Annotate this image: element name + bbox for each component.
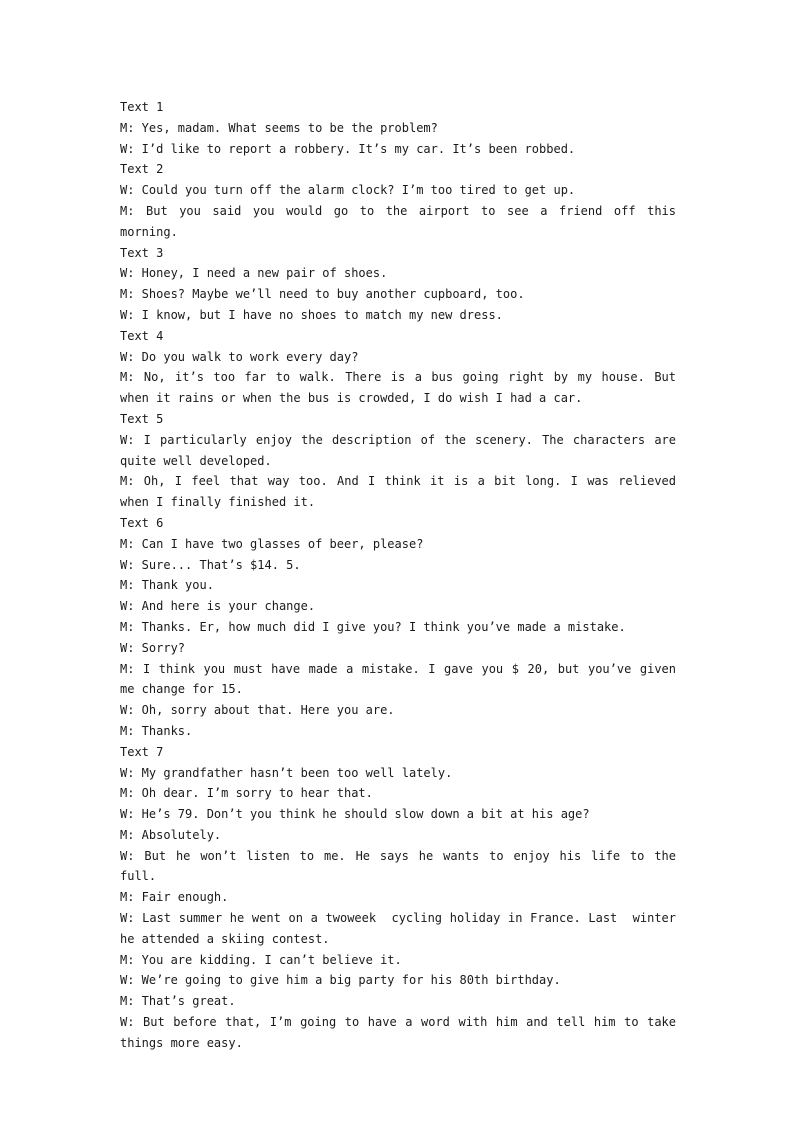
dialogue-line: M: That’s great. — [120, 994, 236, 1009]
dialogue-line: W: But before that, I’m going to have a word with him and tell him to take things more easy. — [120, 1015, 684, 1050]
dialogue-line: M: Thanks. — [120, 723, 193, 738]
section-heading: Text 6 — [120, 515, 164, 530]
section-heading: Text 1 — [120, 100, 164, 114]
dialogue-line: W: Do you walk to work every day? — [120, 349, 359, 364]
dialogue-line: M: Can I have two glasses of beer, please? — [120, 536, 424, 551]
section-heading: Text 5 — [120, 411, 164, 426]
dialogue-line: M: Thanks. Er, how much did I give you? I think you’ve made a mistake. — [120, 619, 626, 634]
dialogue-line: W: My grandfather hasn’t been too well lately. — [120, 765, 453, 780]
section-heading: Text 4 — [120, 328, 164, 343]
section-heading: Text 2 — [120, 162, 164, 177]
dialogue-line: M: You are kidding. I can’t believe it. — [120, 952, 402, 967]
dialogue-section — [120, 159, 684, 242]
dialogue-line: W: Last summer he went on a twoweek cycling holiday in France. Last winter he attended a skiing contest. — [120, 911, 684, 946]
dialogue-line: M: Yes, madam. What seems to be the problem? — [120, 120, 438, 135]
dialogue-line: M: No, it’s too far to walk. There is a bus going right by my house. But when it rains or when the bus is crowded, I do wish I had a car. — [120, 370, 684, 406]
dialogue-section — [120, 243, 676, 326]
document-body — [120, 97, 684, 1054]
dialogue-line: W: I know, but I have no shoes to match my new dress. — [120, 307, 503, 322]
dialogue-line: M: Thank you. — [120, 578, 214, 593]
dialogue-line: W: Sure... That’s $14. 5. — [120, 557, 301, 572]
dialogue-section — [120, 326, 684, 409]
dialogue-line: W: But he won’t listen to me. He says he wants to enjoy his life to the full. — [120, 848, 684, 884]
section-heading: Text 7 — [120, 744, 164, 759]
dialogue-line: W: We’re going to give him a big party for his 80th birthday. — [120, 973, 561, 988]
dialogue-line: W: Could you turn off the alarm clock? I’m too tired to get up. — [120, 183, 576, 198]
dialogue-line: W: I particularly enjoy the description of the scenery. The characters are quite well developed. — [120, 432, 684, 468]
dialogue-line: W: And here is your change. — [120, 599, 316, 614]
dialogue-line: M: Absolutely. — [120, 827, 222, 842]
dialogue-line: M: But you said you would go to the airport to see a friend off this morning. — [120, 203, 684, 239]
dialogue-line: M: I think you must have made a mistake. I gave you $ 20, but you’ve given me change for 15. — [120, 661, 684, 697]
dialogue-line: M: Oh dear. I’m sorry to hear that. — [120, 786, 373, 801]
dialogue-section — [120, 513, 684, 742]
dialogue-section — [120, 742, 684, 1054]
dialogue-section — [120, 97, 676, 159]
dialogue-line: M: Fair enough. — [120, 890, 229, 905]
dialogue-line: M: Shoes? Maybe we’ll need to buy another cupboard, too. — [120, 287, 525, 302]
dialogue-line: W: Honey, I need a new pair of shoes. — [120, 266, 388, 281]
section-heading: Text 3 — [120, 245, 164, 260]
dialogue-line: W: I’d like to report a robbery. It’s my car. It’s been robbed. — [120, 141, 576, 156]
dialogue-line: W: Sorry? — [120, 640, 186, 655]
dialogue-line: W: He’s 79. Don’t you think he should slow down a bit at his age? — [120, 807, 590, 822]
dialogue-section — [120, 409, 684, 513]
dialogue-line: W: Oh, sorry about that. Here you are. — [120, 703, 395, 718]
dialogue-line: M: Oh, I feel that way too. And I think it is a bit long. I was relieved when I finally finished it. — [120, 474, 684, 510]
